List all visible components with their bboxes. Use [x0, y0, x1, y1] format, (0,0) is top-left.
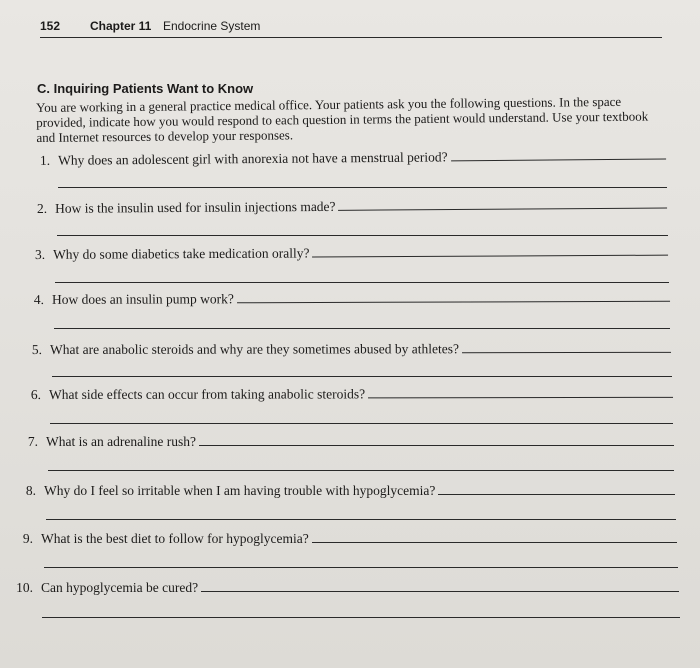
answer-line[interactable]: [42, 617, 680, 618]
section-instructions: You are working in a general practice medical office. Your patients ask you the following questions. In the space provided, indicate how you would respond to each question in terms the patient would understand. Use your textbook and Internet resources to develop your responses.: [36, 93, 649, 145]
answer-line[interactable]: [57, 235, 668, 236]
question-number: 2.: [36, 200, 48, 216]
answer-line[interactable]: [312, 243, 668, 258]
question-number: 5.: [31, 341, 43, 357]
question-2: [29, 196, 667, 217]
question-8: [18, 482, 675, 499]
question-number: 3.: [34, 246, 46, 262]
page-header: [40, 15, 662, 38]
question-9: [15, 530, 677, 547]
question-4: [26, 289, 670, 308]
answer-line[interactable]: [58, 187, 667, 188]
answer-line[interactable]: [368, 385, 673, 399]
question-number: 7.: [27, 434, 38, 449]
question-text: How does an insulin pump work?: [52, 291, 234, 307]
answer-line[interactable]: [199, 433, 674, 446]
answer-line[interactable]: [55, 282, 669, 283]
chapter-title: Endocrine System: [163, 19, 261, 33]
question-number: 1.: [39, 152, 51, 168]
question-text: Can hypoglycemia be cured?: [41, 580, 199, 595]
question-10: [8, 579, 679, 596]
question-number: 6.: [30, 386, 42, 402]
answer-line[interactable]: [237, 289, 670, 304]
question-number: 8.: [25, 483, 36, 498]
question-text: Why do some diabetics take medication orally?: [53, 245, 310, 262]
question-number: 9.: [22, 531, 33, 546]
question-text: What is an adrenaline rush?: [46, 434, 196, 449]
question-text: What side effects can occur from taking anabolic steroids?: [49, 386, 366, 402]
answer-line[interactable]: [52, 376, 672, 377]
answer-line[interactable]: [312, 530, 677, 543]
answer-line[interactable]: [462, 340, 671, 353]
question-3: [27, 243, 668, 263]
question-text: Why does an adolescent girl with anorexia not have a menstrual period?: [58, 149, 448, 168]
answer-line[interactable]: [438, 482, 675, 495]
chapter-label: Chapter 11: [90, 19, 152, 33]
question-6: [23, 385, 673, 403]
answer-line[interactable]: [201, 579, 679, 592]
answer-line[interactable]: [450, 146, 666, 161]
question-1: [32, 146, 666, 169]
question-text: How is the insulin used for insulin injections made?: [55, 198, 336, 216]
answer-line[interactable]: [54, 328, 670, 329]
question-number: 10.: [16, 580, 33, 595]
answer-line[interactable]: [50, 423, 673, 424]
answer-line[interactable]: [48, 470, 674, 471]
question-number: 4.: [33, 291, 45, 307]
question-text: What are anabolic steroids and why are they sometimes abused by athletes?: [50, 341, 460, 357]
question-7: [20, 433, 674, 450]
section-title: C. Inquiring Patients Want to Know: [37, 81, 254, 96]
page-number: 152: [40, 19, 61, 33]
question-5: [24, 340, 671, 358]
answer-line[interactable]: [44, 567, 678, 568]
question-text: What is the best diet to follow for hypoglycemia?: [41, 531, 309, 546]
answer-line[interactable]: [46, 519, 676, 520]
answer-line[interactable]: [338, 196, 667, 211]
question-text: Why do I feel so irritable when I am having trouble with hypoglycemia?: [44, 483, 436, 498]
